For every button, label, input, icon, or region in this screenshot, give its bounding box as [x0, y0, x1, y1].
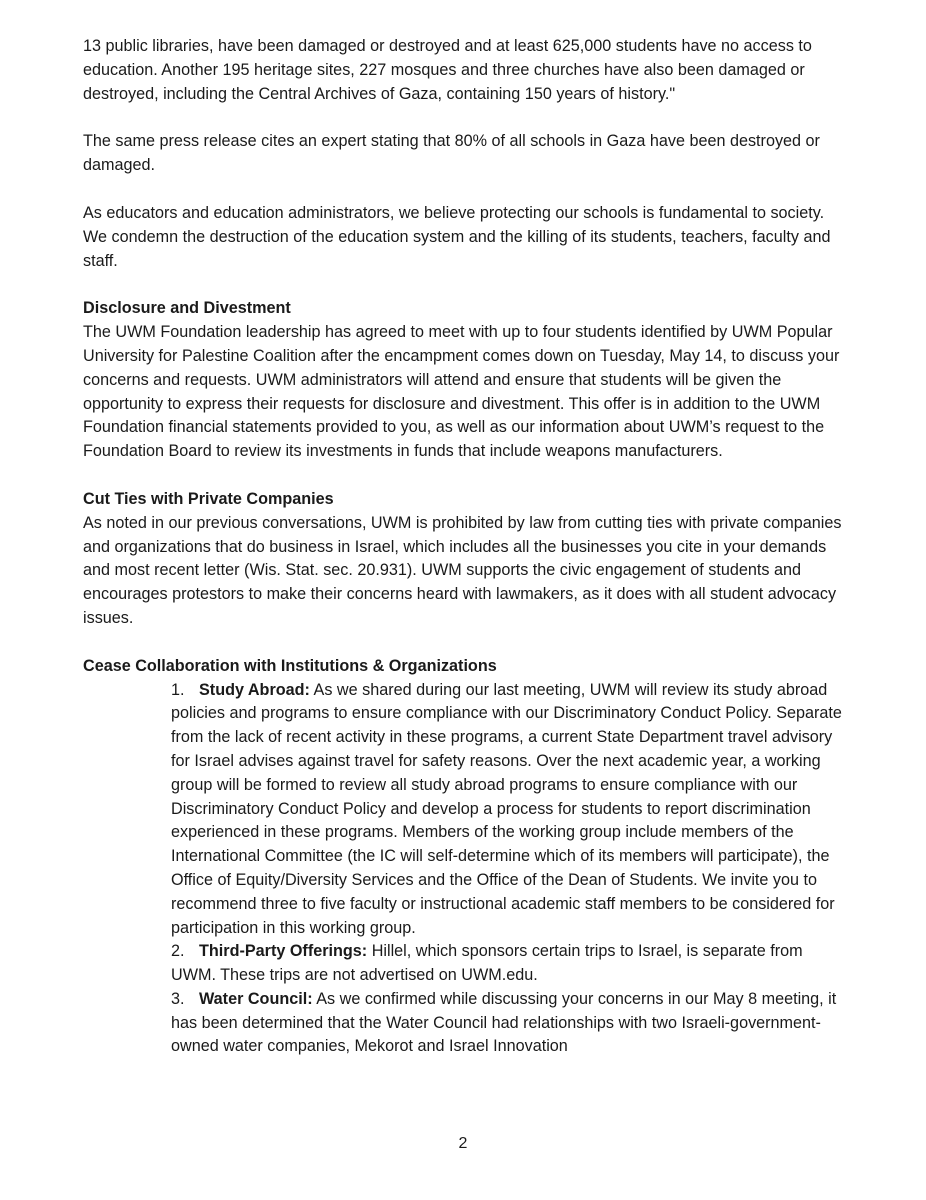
list-item — [171, 988, 843, 1059]
list-item-title: Third-Party Offerings: — [199, 942, 368, 961]
section-heading-disclosure: Disclosure and Divestment — [83, 299, 291, 318]
list-item-text: Hillel, which sponsors certain trips to Israel, is separate from UWM. These trips are not advertised on UWM.edu. — [171, 942, 803, 985]
list-item-number: 2. — [171, 942, 185, 961]
section-disclosure — [83, 297, 843, 464]
section-heading-cut-ties: Cut Ties with Private Companies — [83, 489, 334, 508]
section-cease — [83, 655, 843, 1060]
list-item-text: As we confirmed while discussing your concerns in our May 8 meeting, it has been determined that the Water Council had relationships with two Israeli-government-owned water companies, Mekorot and Israel Innovation — [171, 989, 837, 1056]
section-body-disclosure: The UWM Foundation leadership has agreed to meet with up to four students identified by UWM Popular University for Palestine Coalition after the encampment comes down on Tuesday, May 14, to discuss your concerns and requests. UWM administrators will attend and ensure that students will be given the opportunity to express their requests for disclosure and divestment. This offer is in addition to the UWM Foundation financial statements provided to you, as well as our information about UWM’s request to the Foundation Board to review its investments in funds that include weapons manufacturers. — [83, 323, 840, 461]
section-body-cut-ties: As noted in our previous conversations, UWM is prohibited by law from cutting ties with private companies and organizations that do business in Israel, which includes all the businesses you cite in your demands and most recent letter (Wis. Stat. sec. 20.931). UWM supports the civic engagement of students and encourages protestors to make their concerns heard with lawmakers, as it does with all student advocacy issues. — [83, 513, 842, 627]
section-cut-ties — [83, 488, 843, 631]
numbered-list — [83, 679, 843, 1060]
list-item-title: Water Council: — [199, 989, 313, 1008]
list-item-number: 1. — [171, 680, 185, 699]
section-heading-cease: Cease Collaboration with Institutions & Organizations — [83, 656, 497, 675]
list-item-title: Study Abroad: — [199, 680, 310, 699]
list-item-text: As we shared during our last meeting, UWM will review its study abroad policies and programs to ensure compliance with our Discriminatory Conduct Policy. Separate from the lack of recent activity in these programs, a current State Department travel advisory for Israel advises against travel for safety reasons. Over the next academic year, a working group will be formed to review all study abroad programs to ensure compliance with our Discriminatory Conduct Policy and develop a process for students to report discrimination experienced in these programs. Members of the working group include members of the International Committee (the IC will self-determine which of its members will participate), the Office of Equity/Diversity Services and the Office of the Dean of Students. We invite you to recommend three to five faculty or instructional academic staff members to be considered for participation in this working group. — [171, 680, 842, 937]
page-content — [83, 35, 843, 1059]
paragraph-press-release: The same press release cites an expert stating that 80% of all schools in Gaza have been destroyed or damaged. — [83, 132, 820, 175]
paragraph-educators: As educators and education administrators, we believe protecting our schools is fundamental to society. We condemn the destruction of the education system and the killing of its students, teachers, faculty and staff. — [83, 203, 831, 270]
list-item-number: 3. — [171, 989, 185, 1008]
list-item — [171, 679, 843, 941]
page-number: 2 — [458, 1135, 468, 1152]
list-item — [171, 940, 843, 988]
paragraph-libraries: 13 public libraries, have been damaged or destroyed and at least 625,000 students have no access to education. Another 195 heritage sites, 227 mosques and three churches have also been damaged or destroyed, including the Central Archives of Gaza, containing 150 years of history." — [83, 37, 812, 103]
